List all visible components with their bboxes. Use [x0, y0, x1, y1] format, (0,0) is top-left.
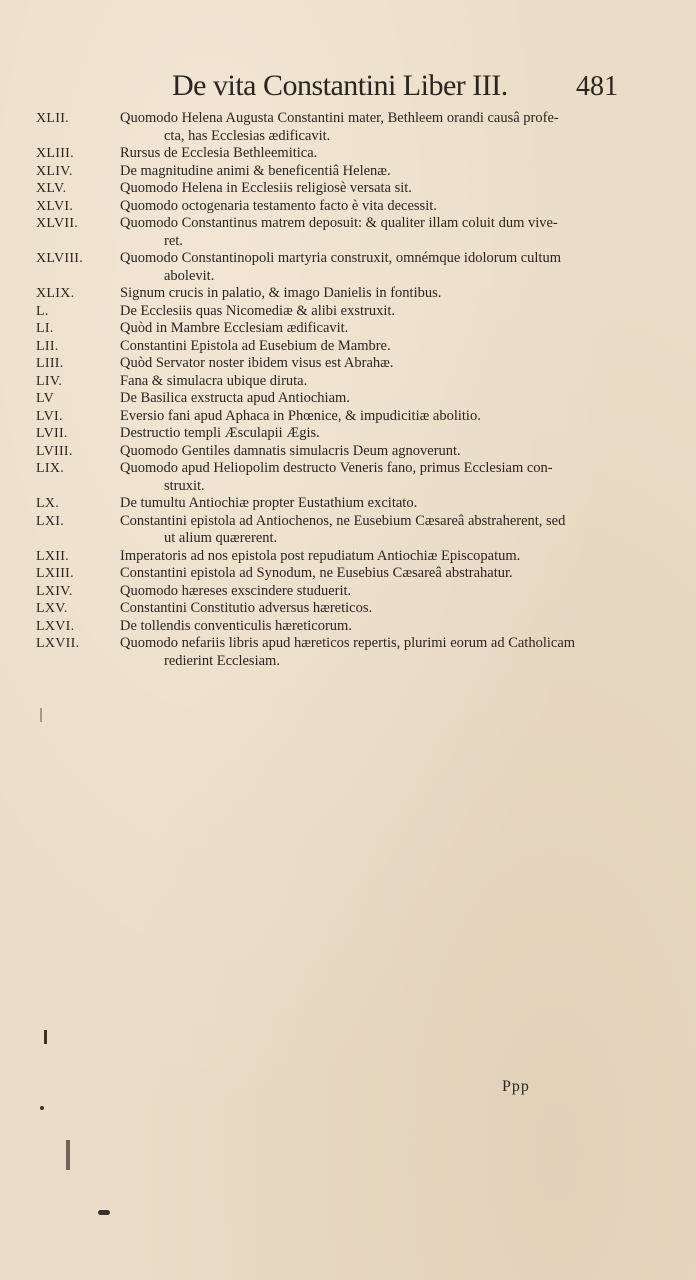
- chapter-number: LXV.: [36, 601, 68, 616]
- chapter-title-line: Quomodo apud Heliopolim destructo Veneris fano, primus Ecclesiam con-: [120, 460, 553, 476]
- chapter-entry: [36, 513, 636, 548]
- ink-speck: [40, 708, 42, 722]
- chapter-number: LX.: [36, 496, 60, 511]
- chapter-title: [120, 250, 636, 285]
- chapter-title: [120, 285, 636, 303]
- chapter-title: [120, 163, 636, 181]
- chapter-title: [120, 373, 636, 391]
- chapter-entry: [36, 425, 636, 443]
- chapter-number: LVI.: [36, 408, 63, 424]
- chapter-entry: [36, 198, 636, 216]
- chapter-title: [120, 320, 636, 338]
- chapter-title: [120, 198, 636, 216]
- chapter-number: LII.: [36, 338, 59, 354]
- chapter-title: [120, 215, 636, 250]
- chapter-title: [120, 355, 636, 373]
- chapter-number: LVIII.: [36, 443, 73, 459]
- signature-mark: Ppp: [502, 1078, 530, 1095]
- chapter-title: [120, 110, 636, 145]
- chapter-title: [120, 565, 636, 583]
- chapter-title-line: Constantini Epistola ad Eusebium de Mambre.: [120, 337, 391, 354]
- chapter-title-line: De Basilica exstructa apud Antiochiam.: [120, 390, 350, 406]
- chapter-entry: [36, 408, 636, 426]
- chapter-title: [120, 548, 636, 566]
- chapter-entry: [36, 145, 636, 163]
- chapter-title-line: De tumultu Antiochiæ propter Eustathium excitato.: [120, 495, 418, 511]
- chapter-entry: [36, 443, 636, 461]
- ink-speck: [40, 1106, 44, 1110]
- chapter-title: [120, 443, 636, 461]
- chapter-title: [120, 425, 636, 443]
- chapter-title-line: Eversio fani apud Aphaca in Phœnice, & impudicitiæ abolitio.: [120, 407, 481, 424]
- chapter-title-line: Constantini epistola ad Synodum, ne Eusebius Cæsareâ abstrahatur.: [120, 565, 513, 581]
- chapter-number: XLII.: [36, 111, 69, 126]
- chapter-number: LVII.: [36, 426, 68, 441]
- ink-speck: [98, 1210, 110, 1215]
- ink-speck: [44, 1030, 47, 1044]
- chapter-number: LXII.: [36, 548, 69, 564]
- chapter-entry: [36, 163, 636, 181]
- chapter-number: LI.: [36, 321, 54, 336]
- chapter-number: LXVI.: [36, 618, 75, 634]
- chapter-number: XLIX.: [36, 286, 75, 301]
- chapter-title-line: Destructio templi Æsculapii Ægis.: [120, 425, 320, 441]
- chapter-entry: [36, 250, 636, 285]
- chapter-number: LXI.: [36, 513, 65, 529]
- chapter-entry: [36, 110, 636, 145]
- chapter-entry: [36, 215, 636, 250]
- chapter-number: XLIV.: [36, 163, 73, 179]
- chapter-number: LV: [36, 391, 54, 406]
- chapter-number: XLVII.: [36, 216, 79, 231]
- chapter-title: [120, 338, 636, 356]
- chapter-title-line: Quomodo Gentiles damnatis simulacris Deum agnoverunt.: [120, 442, 461, 459]
- chapter-title-line: De Ecclesiis quas Nicomediæ & alibi exstruxit.: [120, 302, 396, 319]
- chapter-title-continuation: abolevit.: [164, 267, 215, 284]
- chapter-title-continuation: cta, has Ecclesias ædificavit.: [164, 127, 331, 144]
- chapter-title: [120, 513, 636, 548]
- chapter-number: XLVI.: [36, 198, 74, 214]
- chapter-title: [120, 145, 636, 163]
- chapter-title: [120, 495, 636, 513]
- chapter-number: L.: [36, 303, 49, 319]
- chapter-title: [120, 390, 636, 408]
- chapter-entry: [36, 320, 636, 338]
- chapter-number: LIX.: [36, 461, 65, 476]
- chapter-entry: [36, 180, 636, 198]
- chapter-number: XLV.: [36, 181, 67, 196]
- chapter-title-continuation: struxit.: [164, 477, 205, 494]
- chapter-title: [120, 303, 636, 321]
- chapter-entry: [36, 600, 636, 618]
- chapter-entry: [36, 565, 636, 583]
- chapter-number: LXIV.: [36, 583, 73, 599]
- chapter-number: LIII.: [36, 356, 64, 371]
- chapter-entry: [36, 583, 636, 601]
- chapter-title-line: Fana & simulacra ubique diruta.: [120, 372, 308, 389]
- chapter-title-line: Quòd Servator noster ibidem visus est Abrahæ.: [120, 355, 394, 371]
- chapter-title-line: Quòd in Mambre Ecclesiam ædificavit.: [120, 320, 349, 336]
- chapter-title: [120, 600, 636, 618]
- chapter-title-continuation: redierint Ecclesiam.: [164, 652, 280, 669]
- chapter-title: [120, 618, 636, 636]
- chapter-entry: [36, 338, 636, 356]
- chapter-entry: [36, 373, 636, 391]
- chapter-title-line: Quomodo hæreses exscindere studuerit.: [120, 582, 352, 599]
- chapter-number: LXVII.: [36, 636, 80, 651]
- chapter-title-continuation: ut alium quærerent.: [164, 530, 278, 546]
- chapter-title-line: Quomodo Helena Augusta Constantini mater, Bethleem orandi causâ profe-: [120, 110, 559, 126]
- ink-speck: [66, 1140, 70, 1170]
- chapter-entry: [36, 355, 636, 373]
- chapter-number: LIV.: [36, 373, 63, 389]
- chapter-title-line: Imperatoris ad nos epistola post repudiatum Antiochiæ Episcopatum.: [120, 547, 521, 564]
- chapter-title-continuation: ret.: [164, 232, 183, 249]
- chapter-title: [120, 408, 636, 426]
- chapter-entry: [36, 548, 636, 566]
- chapter-entry: [36, 390, 636, 408]
- chapter-title-line: Signum crucis in palatio, & imago Danielis in fontibus.: [120, 285, 442, 301]
- chapter-entry: [36, 460, 636, 495]
- chapter-title: [120, 180, 636, 198]
- chapter-title-line: Quomodo Constantinus matrem deposuit: & qualiter illam coluit dum vive-: [120, 215, 558, 231]
- chapter-title: [120, 635, 636, 670]
- chapter-list: [36, 110, 636, 670]
- chapter-title-line: Quomodo nefariis libris apud hæreticos repertis, plurimi eorum ad Catholicam: [120, 635, 576, 651]
- chapter-number: XLIII.: [36, 146, 74, 161]
- chapter-title: [120, 460, 636, 495]
- chapter-title-line: Quomodo Constantinopoli martyria construxit, omnémque idolorum cultum: [120, 250, 561, 266]
- running-title: De vita Constantini Liber III.: [172, 69, 508, 102]
- chapter-title-line: Quomodo Helena in Ecclesiis religiosè versata sit.: [120, 180, 412, 196]
- chapter-entry: [36, 635, 636, 670]
- chapter-title-line: De magnitudine animi & beneficentiâ Helenæ.: [120, 162, 391, 179]
- chapter-number: LXIII.: [36, 566, 74, 581]
- chapter-title-line: De tollendis conventiculis hæreticorum.: [120, 617, 352, 634]
- page-number: 481: [576, 71, 618, 102]
- chapter-title-line: Constantini epistola ad Antiochenos, ne Eusebium Cæsareâ abstraherent, sed: [120, 512, 566, 529]
- chapter-title-line: Rursus de Ecclesia Bethleemitica.: [120, 145, 318, 161]
- chapter-entry: [36, 618, 636, 636]
- chapter-entry: [36, 285, 636, 303]
- chapter-entry: [36, 303, 636, 321]
- chapter-number: XLVIII.: [36, 251, 84, 266]
- chapter-title: [120, 583, 636, 601]
- chapter-entry: [36, 495, 636, 513]
- chapter-title-line: Quomodo octogenaria testamento facto è vita decessit.: [120, 197, 437, 214]
- chapter-title-line: Constantini Constitutio adversus hæreticos.: [120, 600, 373, 616]
